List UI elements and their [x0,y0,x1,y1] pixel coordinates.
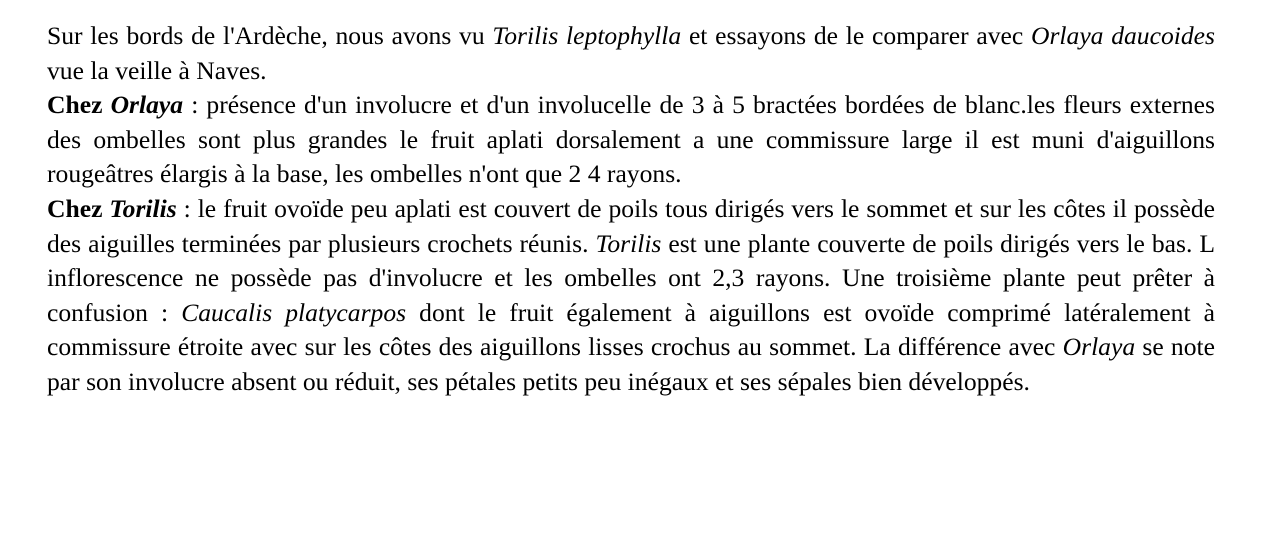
document-body [47,19,1215,400]
torilis-text-4: se note par son involucre absent ou réduit, ses pétales petits peu inégaux et ses sépales bien développés. [47,332,1215,396]
orlaya-heading-prefix: Chez [47,90,111,120]
torilis-text-1: : le fruit ovoïde peu aplati est couvert de poils tous dirigés vers le sommet et sur les côtes il possède des aiguilles terminées par plusieurs crochets réunis. [47,193,1215,258]
torilis-heading-genus: Torilis [109,193,177,223]
torilis-genus-inline: Torilis [595,228,662,258]
orlaya-paragraph [47,88,1215,192]
orlaya-description: : présence d'un involucre et d'un involucelle de 3 à 5 bractées bordées de blanc.les fleurs externes des ombelles sont plus grandes le fruit aplati dorsalement a une commissure large il est muni d'aiguillons rougeâtres élargis à la base, les ombelles n'ont que 2 4 rayons. [47,90,1215,189]
orlaya-heading [47,90,183,119]
intro-paragraph [47,19,1215,88]
torilis-paragraph [47,192,1215,400]
torilis-text-2: est une plante couverte de poils dirigés vers le bas. L inflorescence ne possède pas d'involucre et les ombelles ont 2,3 rayons. Une troisième plante peut prêter à confusion : [47,228,1215,327]
intro-text-3: vue la veille à Naves. [47,55,267,85]
orlaya-genus-compare: Orlaya [1062,332,1136,362]
species-caucalis-platycarpos: Caucalis platycarpos [181,297,407,327]
torilis-heading [47,194,177,223]
species-orlaya-daucoides: Orlaya daucoides [1030,21,1215,50]
torilis-text-3: dont le fruit également à aiguillons est ovoïde comprimé latéralement à commissure étroite avec sur les côtes des aiguillons lisses crochus au sommet. La différence avec [47,297,1215,362]
species-torilis-leptophylla: Torilis leptophylla [492,21,682,50]
intro-text-2: et essayons de le comparer avec [681,21,1031,50]
intro-text-1: Sur les bords de l'Ardèche, nous avons vu [47,21,493,50]
torilis-heading-prefix: Chez [47,193,110,223]
orlaya-heading-genus: Orlaya [110,90,184,120]
